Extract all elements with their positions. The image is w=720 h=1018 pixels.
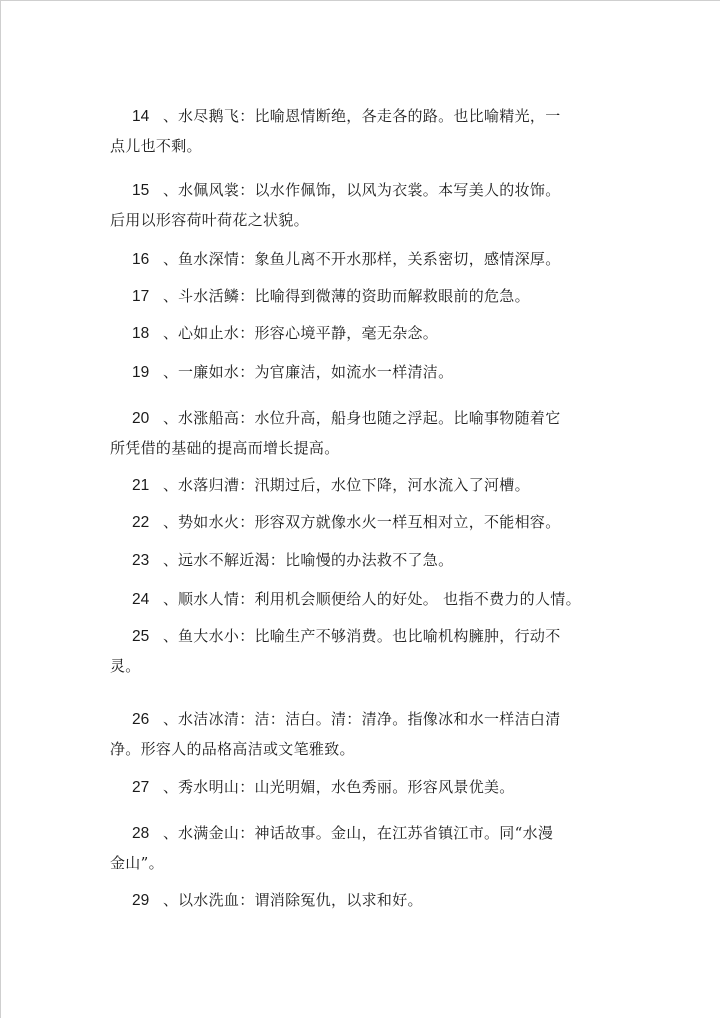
entry-text: 心如止水：形容心境平静，毫无杂念。 <box>178 324 439 342</box>
entry-text: 水满金山：神话故事。金山，在江苏省镇江市。同“水漫 <box>178 824 554 842</box>
entry-number: 22 <box>132 514 150 531</box>
entry-number: 28 <box>132 825 150 842</box>
entry-separator: 、 <box>162 824 178 842</box>
entry-24 <box>110 584 590 614</box>
entry-text: 水佩风裳：以水作佩饰，以风为衣裳。本写美人的妆饰。 <box>178 181 561 199</box>
page-border-top <box>0 0 720 1</box>
entry-separator: 、 <box>162 778 178 796</box>
entry-separator: 、 <box>162 513 178 531</box>
entry-text: 以水洗血：谓消除冤仇，以求和好。 <box>178 891 423 909</box>
entry-number: 24 <box>132 591 150 608</box>
entry-separator: 、 <box>162 891 178 909</box>
entry-number: 20 <box>132 410 150 427</box>
entry-text: 水尽鹅飞：比喻恩情断绝，各走各的路。也比喻精光，一 <box>178 107 561 125</box>
entry-continuation: 所凭借的基础的提高而增长提高。 <box>110 439 340 457</box>
entry-number: 18 <box>132 325 150 342</box>
entry-22 <box>110 507 590 537</box>
entry-number: 17 <box>132 288 150 305</box>
entry-number: 15 <box>132 182 150 199</box>
entry-number: 16 <box>132 251 150 268</box>
entry-separator: 、 <box>162 409 178 427</box>
entry-number: 19 <box>132 364 150 381</box>
entry-separator: 、 <box>162 181 178 199</box>
entry-continuation: 点儿也不剩。 <box>110 137 202 155</box>
entry-separator: 、 <box>162 551 178 569</box>
entry-separator: 、 <box>162 363 178 381</box>
entry-14 <box>110 101 590 161</box>
entry-28 <box>110 818 590 878</box>
entry-number: 27 <box>132 779 150 796</box>
entry-separator: 、 <box>162 476 178 494</box>
entry-26 <box>110 704 590 764</box>
entry-23 <box>110 545 590 575</box>
entry-separator: 、 <box>162 324 178 342</box>
entry-19 <box>110 357 590 387</box>
entry-number: 26 <box>132 711 150 728</box>
entry-number: 14 <box>132 108 150 125</box>
entry-16 <box>110 244 590 274</box>
entry-27 <box>110 772 590 802</box>
entry-text: 水洁冰清：洁：洁白。清：清净。指像冰和水一样洁白清 <box>178 710 561 728</box>
entry-text: 一廉如水：为官廉洁，如流水一样清洁。 <box>178 363 454 381</box>
entry-25 <box>110 621 590 681</box>
entry-20 <box>110 403 590 463</box>
entry-17 <box>110 281 590 311</box>
entry-separator: 、 <box>162 287 178 305</box>
entry-15 <box>110 175 590 235</box>
entry-continuation: 净。形容人的品格高洁或文笔雅致。 <box>110 740 355 758</box>
entry-text: 势如水火：形容双方就像水火一样互相对立，不能相容。 <box>178 513 561 531</box>
entry-separator: 、 <box>162 107 178 125</box>
entry-continuation: 金山”。 <box>110 854 164 872</box>
entry-separator: 、 <box>162 250 178 268</box>
entry-text: 鱼水深情：象鱼儿离不开水那样，关系密切，感情深厚。 <box>178 250 561 268</box>
entry-text: 远水不解近渴：比喻慢的办法救不了急。 <box>178 551 454 569</box>
entry-separator: 、 <box>162 627 178 645</box>
entry-text: 水涨船高：水位升高，船身也随之浮起。比喻事物随着它 <box>178 409 561 427</box>
entry-continuation: 灵。 <box>110 657 141 675</box>
entry-separator: 、 <box>162 710 178 728</box>
entry-number: 29 <box>132 892 150 909</box>
page-border-left <box>0 0 1 1018</box>
entry-separator: 、 <box>162 590 178 608</box>
entry-number: 23 <box>132 552 150 569</box>
entry-number: 25 <box>132 628 150 645</box>
entry-continuation: 后用以形容荷叶荷花之状貌。 <box>110 211 309 229</box>
entry-18 <box>110 318 590 348</box>
entry-text: 斗水活鳞：比喻得到微薄的资助而解救眼前的危急。 <box>178 287 530 305</box>
entry-text: 水落归漕：汛期过后，水位下降，河水流入了河槽。 <box>178 476 530 494</box>
entry-29 <box>110 885 590 915</box>
entry-text: 顺水人情：利用机会顺便给人的好处。 也指不费力的人情。 <box>178 590 581 608</box>
entry-text: 秀水明山：山光明媚，水色秀丽。形容风景优美。 <box>178 778 515 796</box>
entry-21 <box>110 470 590 500</box>
entry-number: 21 <box>132 477 150 494</box>
entry-text: 鱼大水小：比喻生产不够消费。也比喻机构臃肿，行动不 <box>178 627 561 645</box>
